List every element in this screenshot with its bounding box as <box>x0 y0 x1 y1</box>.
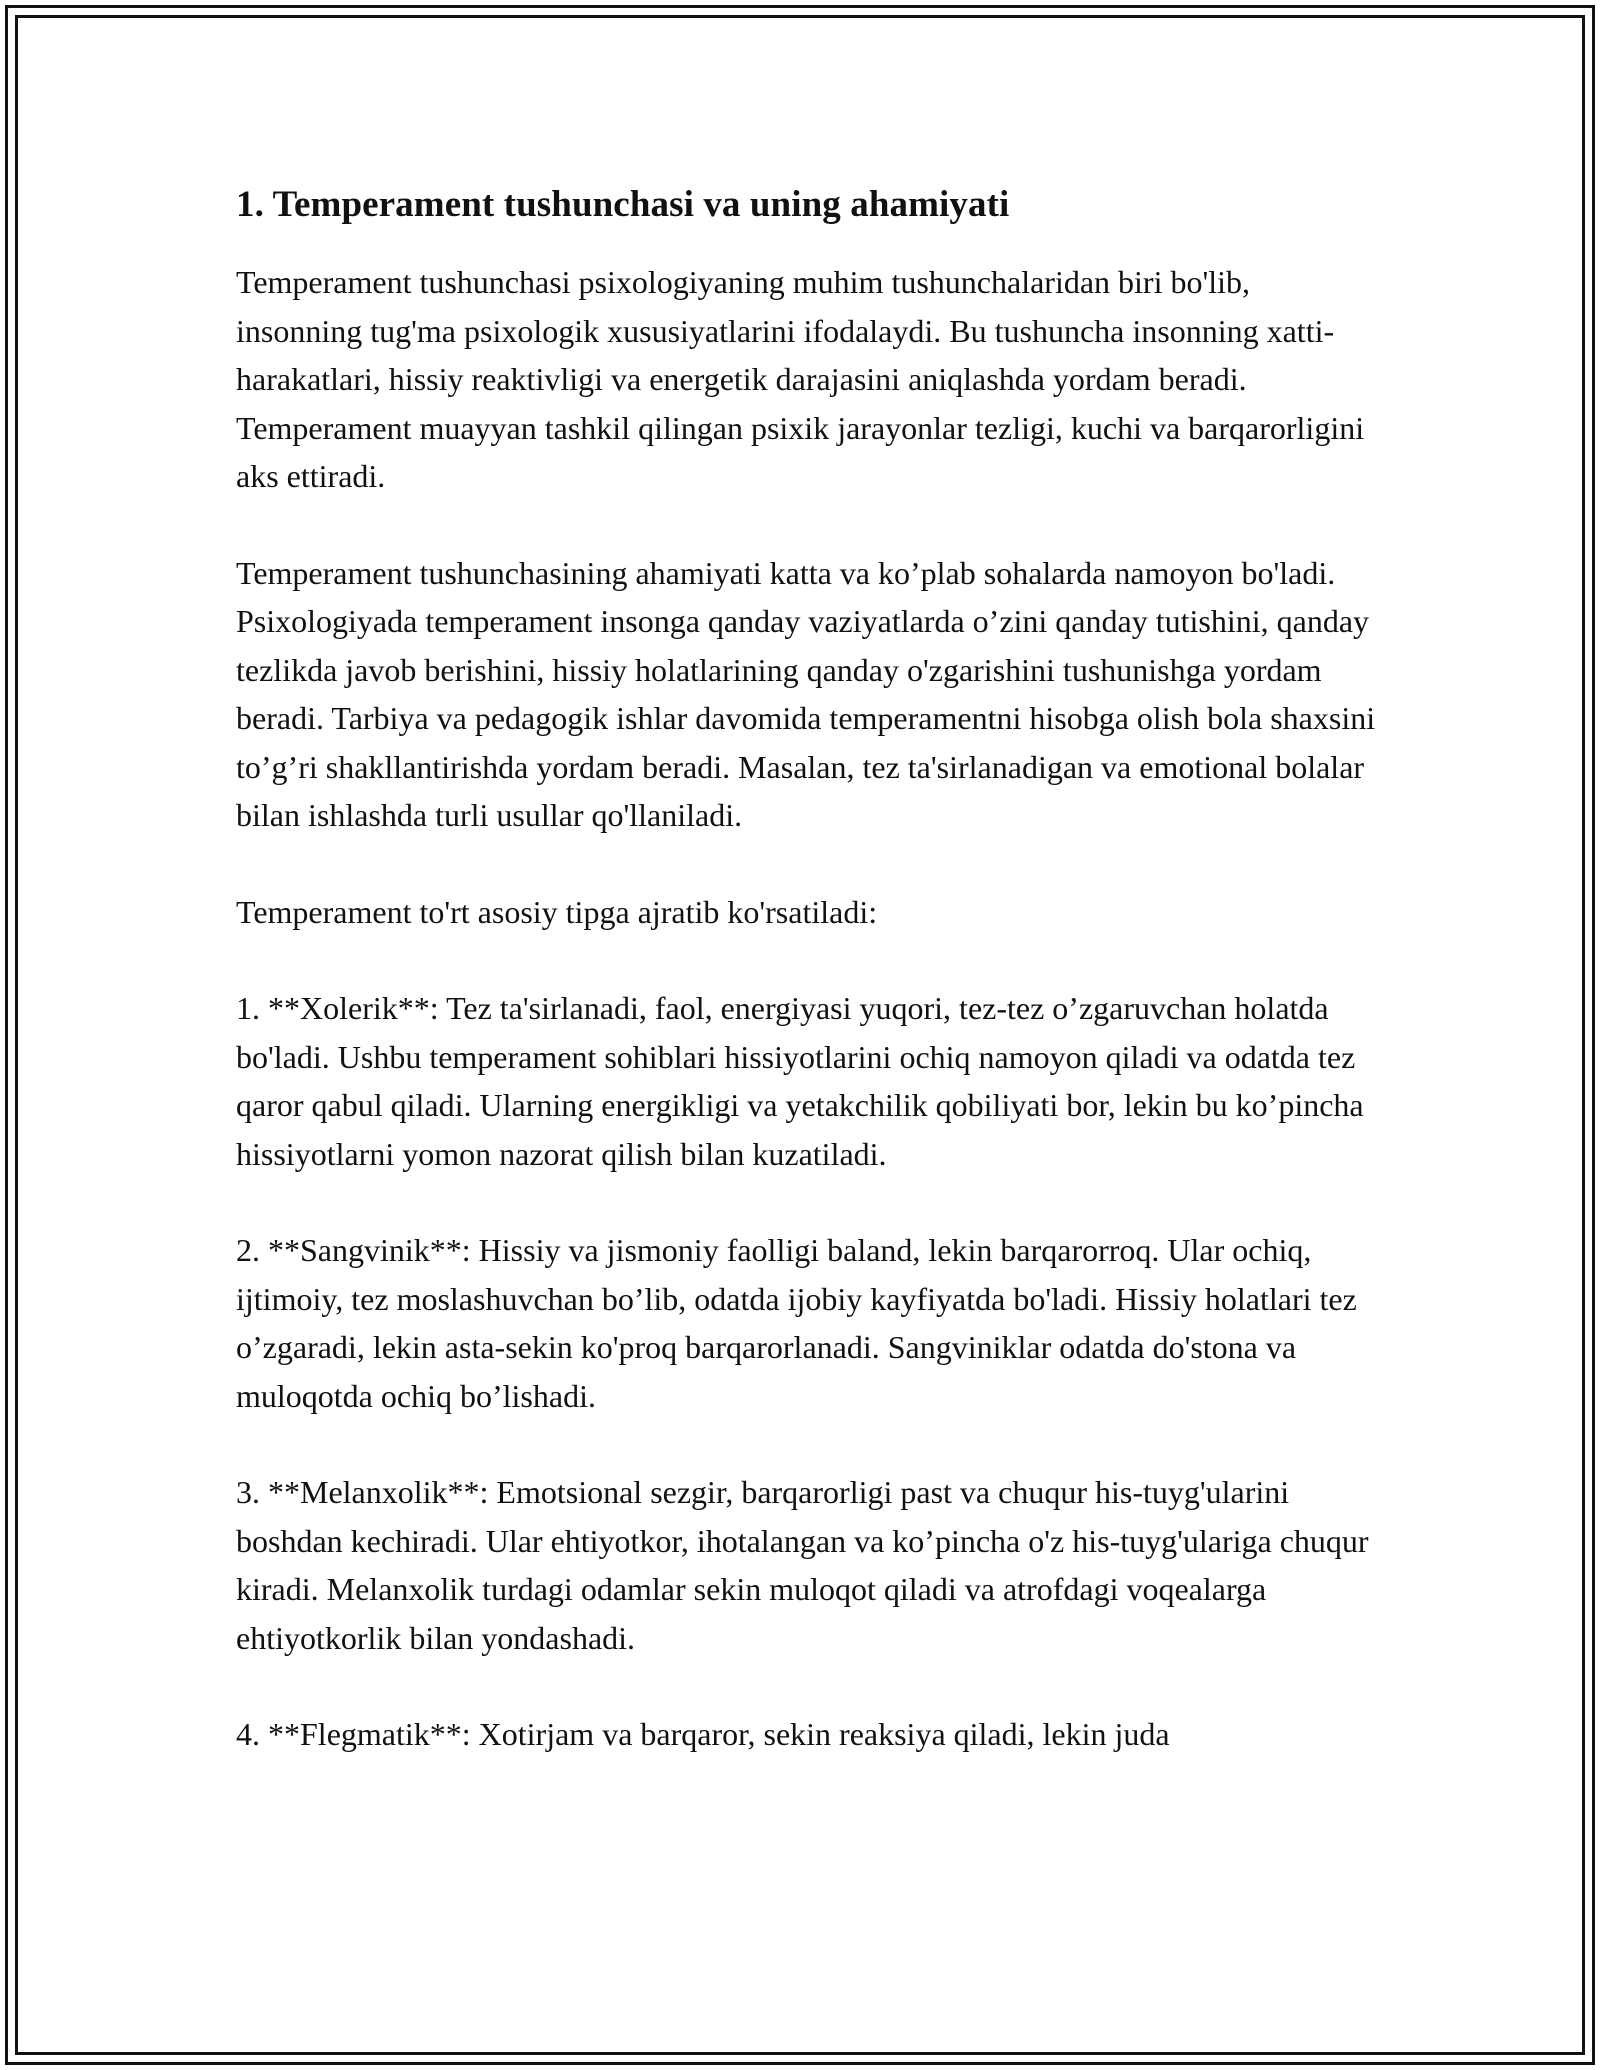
document-body <box>236 182 1376 1759</box>
section-heading: 1. Temperament tushunchasi va uning ahamiyati <box>236 184 1010 225</box>
paragraph-importance: Temperament tushunchasining ahamiyati katta va ko’plab sohalarda namoyon bo'ladi. Psixologiyada temperament insonga qanday vaziyatlarda o’zini qanday tutishini, qanday tezlikda javob berishini, hissiy holatlarining qanday o'zgarishini tushunishga yordam beradi. Tarbiya va pedagogik ishlar davomida temperamentni hisobga olish bola shaxsini to’g’ri shakllantirishda yordam beradi. Masalan, tez ta'sirlanadigan va emotional bolalar bilan ishlashda turli usullar qo'llaniladi. <box>236 554 1376 833</box>
list-item-melanxolik: 3. **Melanxolik**: Emotsional sezgir, barqarorligi past va chuqur his-tuyg'ularini boshdan kechiradi. Ular ehtiyotkor, ihotalangan va ko’pincha o'z his-tuyg'ulariga chuqur kiradi. Melanxolik turdagi odamlar sekin muloqot qiladi va atrofdagi voqealarga ehtiyotkorlik bilan yondashadi. <box>236 1474 1369 1656</box>
list-item-flegmatik: 4. **Flegmatik**: Xotirjam va barqaror, sekin reaksiya qiladi, lekin juda <box>236 1716 1170 1752</box>
list-item-sangvinik: 2. **Sangvinik**: Hissiy va jismoniy faolligi baland, lekin barqarorroq. Ular ochiq, ijtimoiy, tez moslashuvchan bo’lib, odatda ijobiy kayfiyatda bo'ladi. Hissiy holatlari tez o’zgaradi, lekin asta-sekin ko'proq barqarorlanadi. Sangviniklar odatda do'stona va muloqotda ochiq bo’lishadi. <box>236 1232 1357 1414</box>
paragraph-types-intro: Temperament to'rt asosiy tipga ajratib ko'rsatiladi: <box>236 893 878 930</box>
list-item-xolerik: 1. **Xolerik**: Tez ta'sirlanadi, faol, energiyasi yuqori, tez-tez o’zgaruvchan holatda bo'ladi. Ushbu temperament sohiblari hissiyotlarini ochiq namoyon qiladi va odatda tez qaror qabul qiladi. Ularning energikligi va yetakchilik qobiliyati bor, lekin bu ko’pincha hissiyotlarni yomon nazorat qilish bilan kuzatiladi. <box>236 990 1364 1172</box>
paragraph-definition: Temperament tushunchasi psixologiyaning muhim tushunchalaridan biri bo'lib, insonning tug'ma psixologik xususiyatlarini ifodalaydi. Bu tushuncha insonning xatti-harakatlari, hissiy reaktivligi va energetik darajasini aniqlashda yordam beradi. Temperament muayyan tashkil qilingan psixik jarayonlar tezligi, kuchi va barqarorligini aks ettiradi. <box>236 264 1365 494</box>
